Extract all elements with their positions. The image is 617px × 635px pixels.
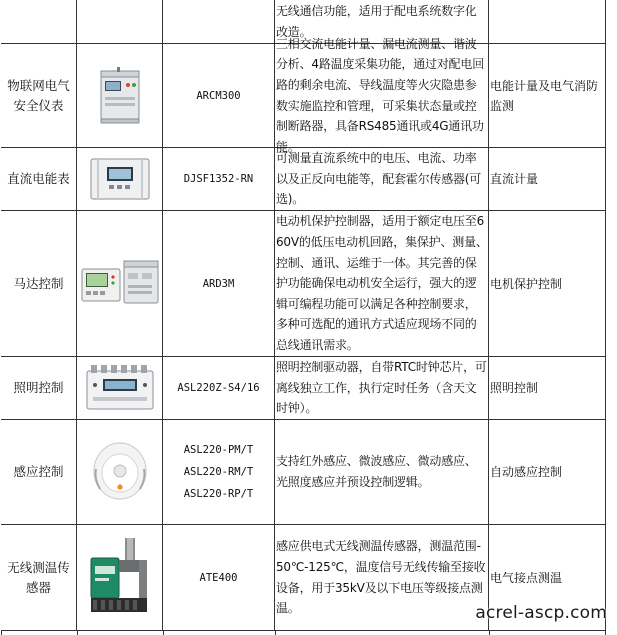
product-use-cell [489,0,606,43]
motor-controller-image [80,259,160,309]
product-image-cell [77,44,163,147]
product-image-cell [77,211,163,356]
ceiling-sensor-image [80,437,160,507]
din-rail-meter-image [80,67,160,125]
product-name-cell: 马达控制 [1,211,77,356]
model-line: ASL220-RM/T [183,466,254,478]
product-image-cell [77,0,163,43]
table-row-stub [605,631,606,635]
product-model-cell: ASL220Z-S4/16 [163,357,275,419]
table-row [1,211,606,357]
product-use-cell: 自动感应控制 [489,420,606,524]
product-image-cell [77,148,163,210]
product-desc-cell: 无线通信功能，适用于配电系统数字化改造。 [275,0,489,43]
table-row-stub [275,631,276,635]
product-desc-cell: 感应供电式无线测温传感器，测温范围-50℃-125℃，温度信号无线传输至接收设备，用于35kV及以下电压等级接点测温。 [275,525,489,630]
product-name-cell [1,0,77,43]
product-use-cell: 电能计量及电气消防监测 [489,44,606,147]
product-model-cell [163,0,275,43]
watermark: acrel-ascp.com [475,603,607,623]
lighting-controller-image [80,363,160,413]
product-model-cell: ARD3M [163,211,275,356]
product-model-cell: ATE400 [163,525,275,630]
table-row-stub [489,631,490,635]
table-row-stub [1,631,2,635]
product-name-cell: 感应控制 [1,420,77,524]
product-model-cell: DJSF1352-RN [163,148,275,210]
dc-meter-image [80,155,160,203]
wireless-temp-sensor-image [80,536,160,620]
product-model-cell: ARCM300 [163,44,275,147]
table-row [1,357,606,420]
product-image-cell [77,525,163,630]
model-line: ASL220-RP/T [183,488,254,500]
product-name-cell: 照明控制 [1,357,77,419]
table-row [1,420,606,525]
product-name-cell: 直流电能表 [1,148,77,210]
product-name-cell: 物联网电气安全仪表 [1,44,77,147]
product-model-cell [163,420,275,524]
product-desc-cell: 支持红外感应、微波感应、微动感应、光照度感应并预设控制逻辑。 [275,420,489,524]
table-row [1,148,606,211]
product-desc-cell: 三相交流电能计量、漏电流测量、谐波分析、4路温度采集功能，通过对配电回路的剩余电流、导线温度等火灾隐患参数实施监控和管理，可采集状态量或控制断路器，具备RS485通讯或4G通讯功能。 [275,44,489,147]
product-desc-cell: 照明控制驱动器，自带RTC时钟芯片，可离线独立工作，执行定时任务（含天文时钟）。 [275,357,489,419]
product-use-cell: 电机保护控制 [489,211,606,356]
table-row-stub [77,631,78,635]
product-image-cell [77,420,163,524]
product-name-cell: 无线测温传感器 [1,525,77,630]
product-use-cell: 照明控制 [489,357,606,419]
table-row [1,36,606,154]
table-row-stub [163,631,164,635]
product-desc-cell: 可测量直流系统中的电压、电流、功率以及正反向电能等，配套霍尔传感器(可选)。 [275,148,489,210]
product-use-cell: 直流计量 [489,148,606,210]
product-use-cell: 电气接点测温 [489,525,606,630]
model-line: ASL220-PM/T [183,444,254,456]
product-image-cell [77,357,163,419]
product-desc-cell: 电动机保护控制器，适用于额定电压至660V的低压电动机回路，集保护、测量、控制、通讯、运维于一体。其完善的保护功能确保电动机安全运行，强大的逻辑可编程功能可以满足各种控制要求，多种可选配的通讯方式适应现场不同的总线通讯需求。 [275,211,489,356]
